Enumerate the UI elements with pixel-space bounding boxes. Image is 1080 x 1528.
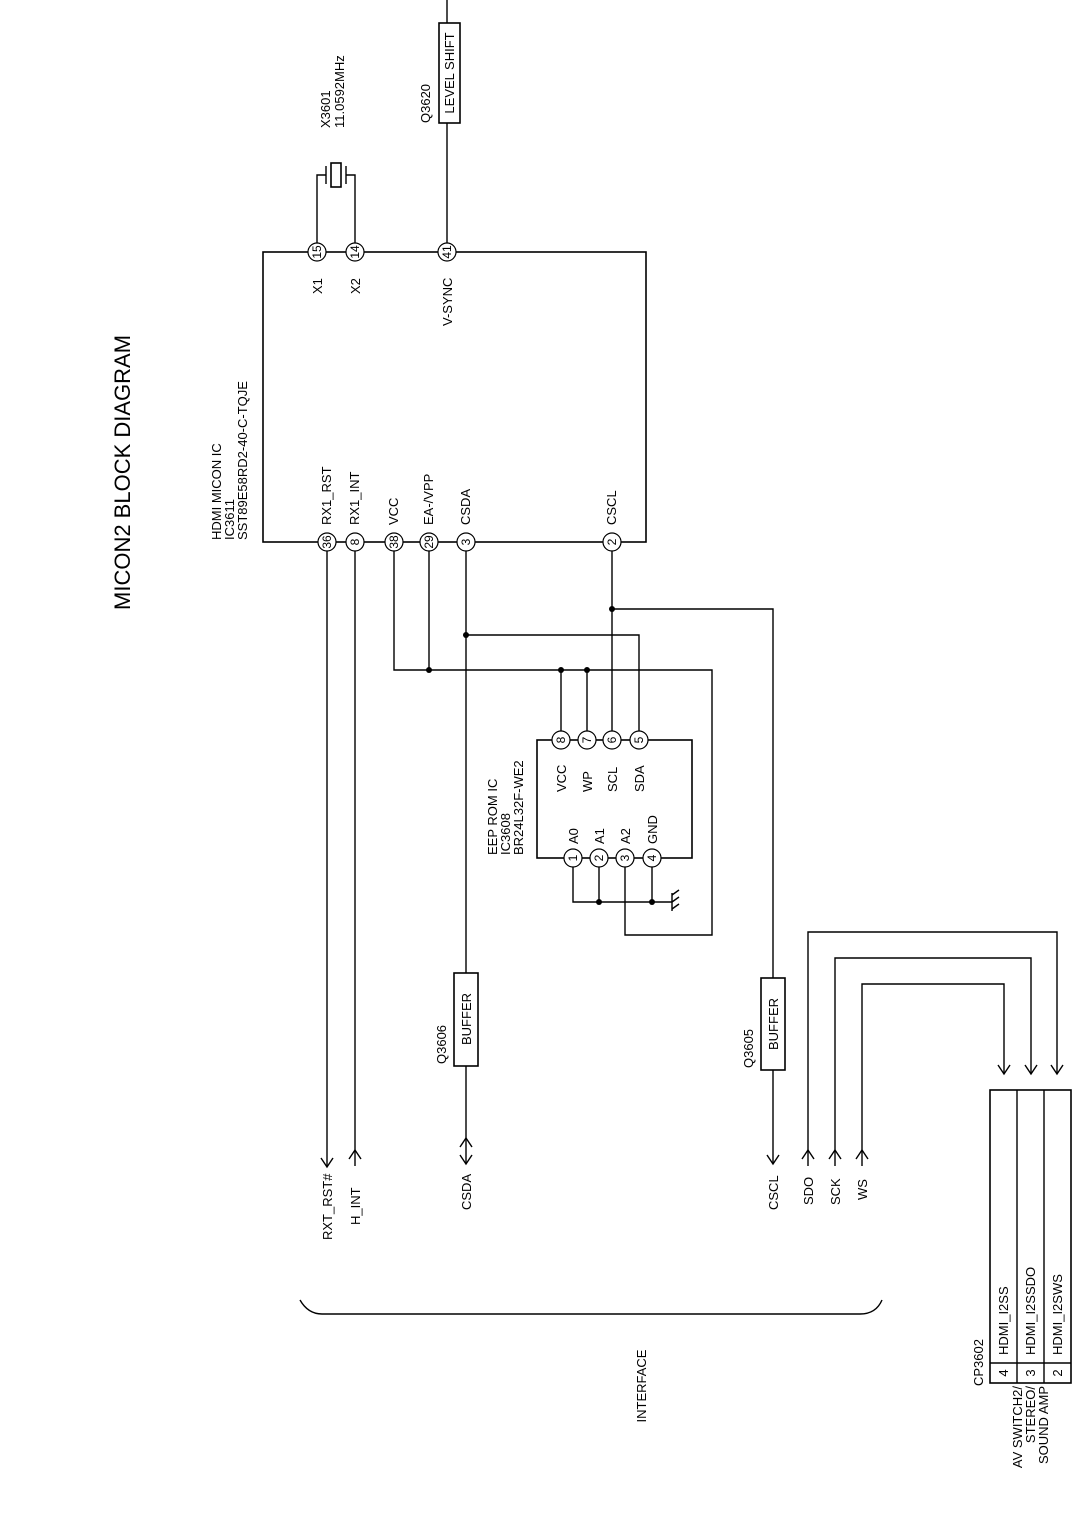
eeprom-body <box>537 740 692 858</box>
connector-cp3602 <box>971 1090 1071 1468</box>
svg-text:SDA: SDA <box>632 765 647 792</box>
svg-text:3: 3 <box>459 538 473 546</box>
micon-pin-8 <box>346 471 364 551</box>
svg-text:15: 15 <box>310 245 324 259</box>
micon-pin-3 <box>457 489 475 551</box>
svg-text:X2: X2 <box>348 278 363 294</box>
ground-symbol <box>672 890 679 911</box>
svg-text:3: 3 <box>1023 1369 1038 1377</box>
svg-text:2: 2 <box>1050 1369 1065 1377</box>
svg-text:2: 2 <box>605 538 619 546</box>
eeprom-part: BR24L32F-WE2 <box>511 760 526 855</box>
micon-pin-36 <box>318 466 336 551</box>
svg-text:5: 5 <box>632 736 646 744</box>
svg-text:6: 6 <box>605 736 619 744</box>
eeprom-ref: IC3608 <box>498 813 513 855</box>
svg-text:3: 3 <box>618 854 632 862</box>
eeprom-pin-4 <box>643 815 661 867</box>
svg-text:HDMI_I2SS: HDMI_I2SS <box>996 1286 1011 1355</box>
svg-text:A0: A0 <box>566 828 581 844</box>
buffer-q3605-ref: Q3605 <box>741 1028 756 1068</box>
svg-text:1: 1 <box>566 854 580 862</box>
micon-ic <box>209 243 646 551</box>
interface-label: INTERFACE <box>634 1349 649 1423</box>
micon-ic-name: HDMI MICON IC <box>209 443 224 540</box>
svg-text:HDMI_I2SWS: HDMI_I2SWS <box>1050 1274 1065 1355</box>
connector-dest-3: SOUND AMP <box>1036 1386 1051 1465</box>
svg-text:CSDA: CSDA <box>458 488 473 525</box>
micon-pin-38 <box>385 498 403 551</box>
svg-text:A2: A2 <box>618 828 633 844</box>
interface-signals <box>320 1173 870 1240</box>
svg-text:V-SYNC: V-SYNC <box>440 277 455 326</box>
buffer-q3606-ref: Q3606 <box>434 1024 449 1064</box>
svg-text:29: 29 <box>422 535 436 549</box>
svg-text:4: 4 <box>996 1369 1011 1377</box>
signal-h-int: H_INT <box>348 1187 363 1225</box>
eeprom-name: EEP ROM IC <box>485 778 500 855</box>
svg-text:2: 2 <box>592 854 606 862</box>
signal-cscl: CSCL <box>766 1175 781 1210</box>
crystal-freq: 11.0592MHz <box>332 55 347 128</box>
svg-text:RX1_RST: RX1_RST <box>319 466 334 525</box>
signal-ws: WS <box>855 1179 870 1200</box>
svg-text:SCL: SCL <box>605 766 620 792</box>
level-shift-ref: Q3620 <box>418 83 433 123</box>
signal-csda: CSDA <box>459 1173 474 1210</box>
svg-text:GND: GND <box>645 815 660 844</box>
level-shift-q3620 <box>418 0 460 243</box>
svg-text:A1: A1 <box>592 828 607 844</box>
svg-text:8: 8 <box>348 538 362 546</box>
crystal-ref: X3601 <box>318 90 333 128</box>
svg-text:RX1_INT: RX1_INT <box>347 471 362 525</box>
svg-text:HDMI_I2SSDO: HDMI_I2SSDO <box>1023 1266 1038 1355</box>
svg-text:36: 36 <box>320 535 334 549</box>
eeprom-ic <box>485 731 692 867</box>
svg-text:41: 41 <box>440 245 454 259</box>
micon-ic-part: SST89E58RD2-40-C-TQJE <box>235 381 250 540</box>
svg-text:CSCL: CSCL <box>604 490 619 525</box>
svg-text:VCC: VCC <box>554 764 569 792</box>
micon-ic-ref: IC3611 <box>222 499 237 540</box>
buffer-q3605 <box>741 978 785 1070</box>
diagram-title: MICON2 BLOCK DIAGRAM <box>110 334 135 610</box>
level-shift-label: LEVEL SHIFT <box>442 32 457 114</box>
wiring <box>321 551 1063 1167</box>
svg-text:4: 4 <box>645 854 659 862</box>
svg-text:7: 7 <box>580 736 594 744</box>
connector-dest-1: AV SWITCH2/ <box>1010 1386 1025 1469</box>
connector-ref: CP3602 <box>971 1339 986 1386</box>
svg-text:14: 14 <box>348 245 362 259</box>
connector-dest-2: STEREO/ <box>1023 1386 1038 1444</box>
micon-pin-2 <box>603 490 621 551</box>
interface-brace <box>300 1300 882 1422</box>
svg-text:EA-/VPP: EA-/VPP <box>421 473 436 525</box>
svg-text:WP: WP <box>580 771 595 792</box>
buffer-q3606-label: BUFFER <box>459 993 474 1045</box>
signal-sck: SCK <box>828 1178 843 1205</box>
crystal-x3601 <box>317 55 355 243</box>
micon-pin-29 <box>420 474 438 551</box>
buffer-q3605-label: BUFFER <box>766 998 781 1050</box>
svg-text:8: 8 <box>554 736 568 744</box>
svg-text:VCC: VCC <box>386 497 401 525</box>
micon-pin-41 <box>438 243 456 326</box>
buffer-q3606 <box>434 973 478 1066</box>
signal-sdo: SDO <box>801 1176 816 1205</box>
svg-text:X1: X1 <box>310 278 325 294</box>
signal-rxt-rst: RXT_RST# <box>320 1173 335 1240</box>
svg-text:38: 38 <box>387 535 401 549</box>
